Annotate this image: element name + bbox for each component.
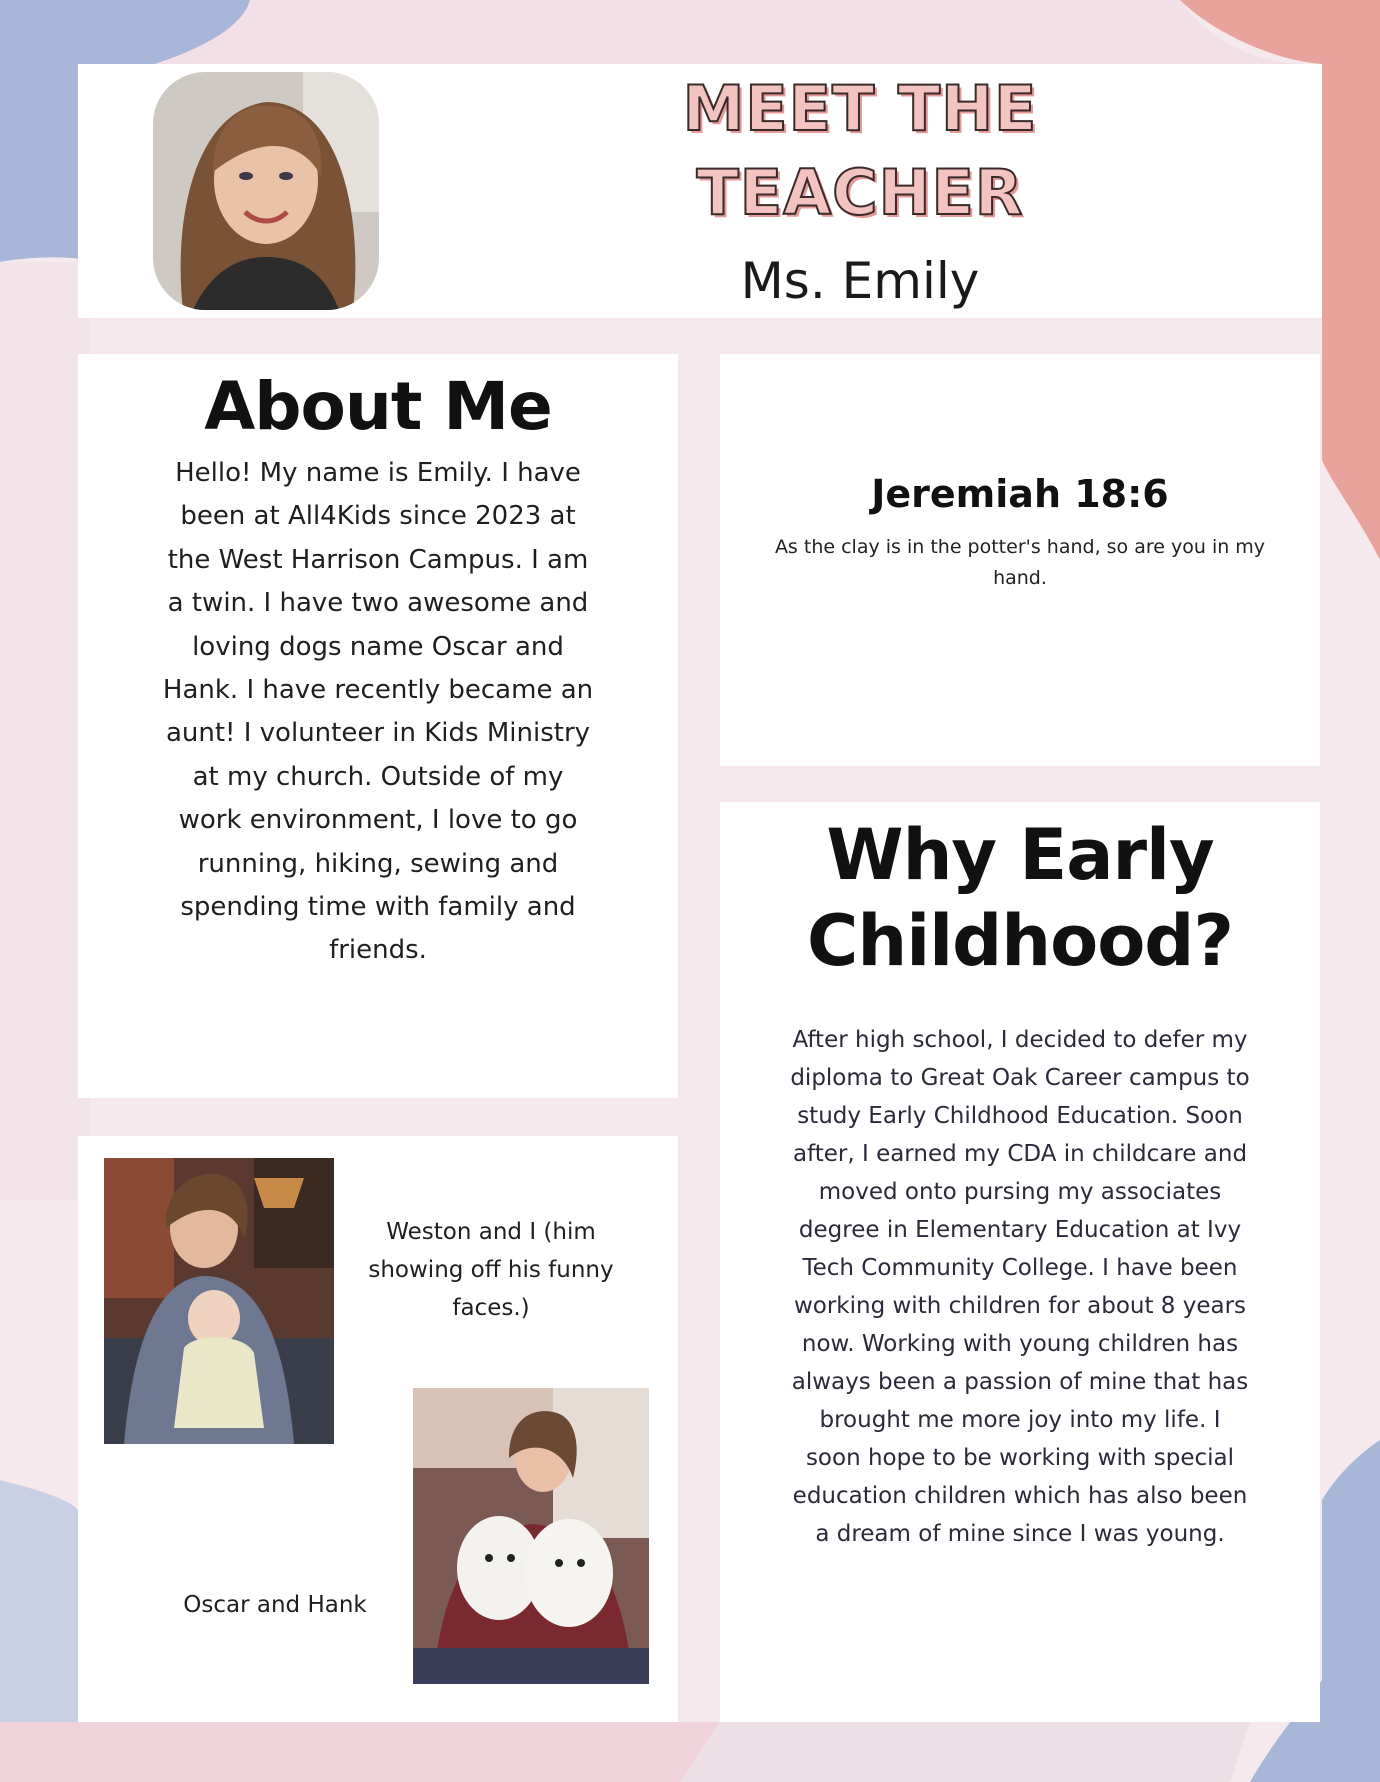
meet-the-title: MEET THE xyxy=(682,72,1038,145)
teacher-portrait xyxy=(153,72,379,310)
why-paragraph: After high school, I decided to defer my diploma to Great Oak Career campus to study Early Childhood Education. Soon after, I earned my CDA in childcare and moved onto pursing my associates degree in Elementary Education at Ivy Tech Community College. I have been working with children for about 8 years now. Working with young children has always been a passion of mine that has brought me more joy into my life. I soon hope to be working with special education children which has also been a dream of mine since I was young. xyxy=(790,1027,1250,1547)
dogs-caption: Oscar and Hank xyxy=(183,1592,367,1618)
verse-text: As the clay is in the potter's hand, so are you in my hand. xyxy=(774,536,1266,589)
about-paragraph: Hello! My name is Emily. I have been at All4Kids since 2023 at the West Harrison Campus. I am a twin. I have two awesome and loving dogs name Oscar and Hank. I have recently became an aunt! I volunteer in Kids Ministry at my church. Outside of my work environment, I love to go running, hiking, sewing and spending time with family and friends. xyxy=(162,458,594,966)
verse-reference: Jeremiah 18:6 xyxy=(871,472,1169,516)
weston-photo xyxy=(104,1158,334,1444)
why-heading: Why Early Childhood? xyxy=(806,814,1234,982)
teacher-title: TEACHER xyxy=(696,156,1024,229)
about-heading: About Me xyxy=(204,368,552,445)
teacher-name: Ms. Emily xyxy=(740,252,980,310)
dogs-photo xyxy=(413,1388,649,1684)
weston-caption: Weston and I (him showing off his funny faces.) xyxy=(368,1219,614,1321)
